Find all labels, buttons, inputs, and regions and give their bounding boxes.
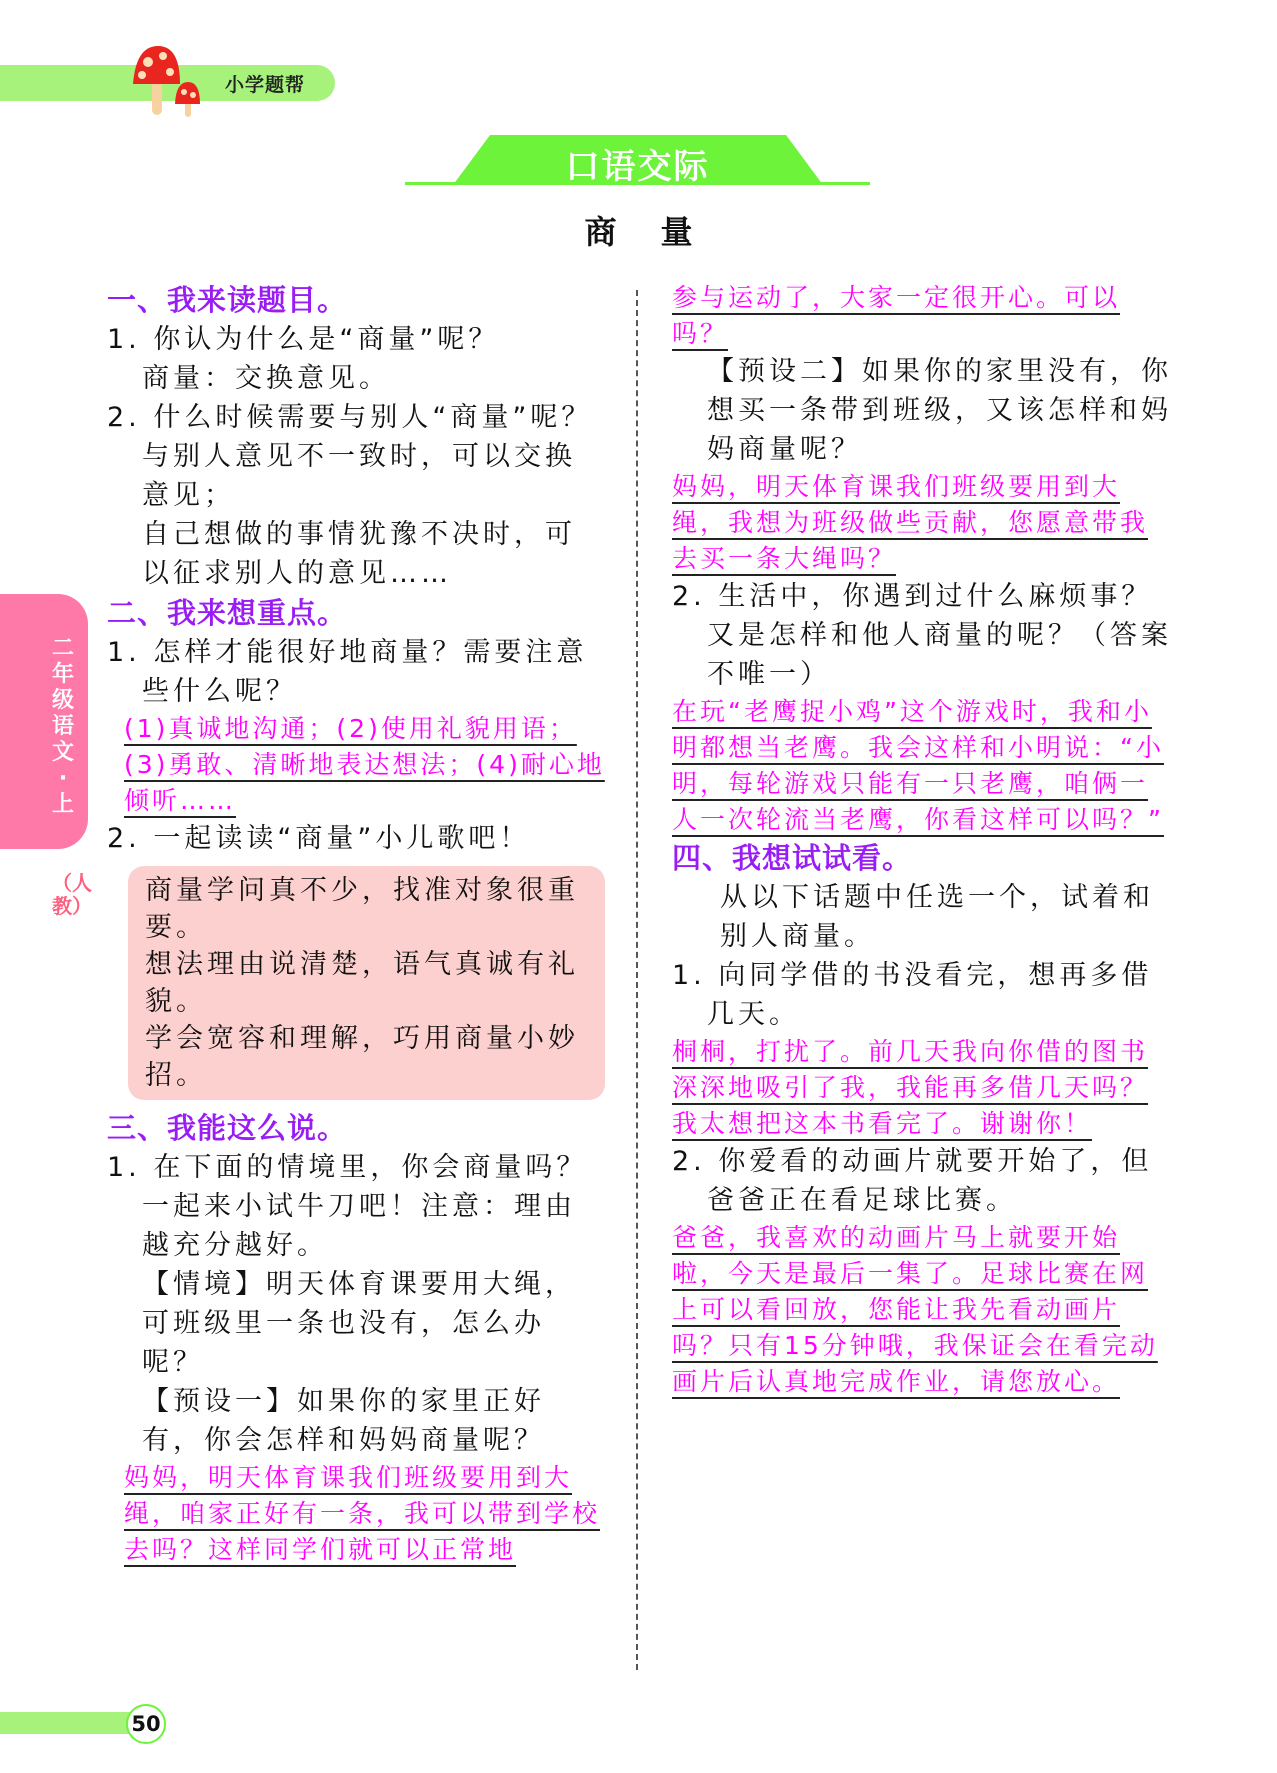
page-number: 50 [126,1704,166,1744]
footer-band [0,1712,135,1734]
question: 2. 生活中，你遇到过什么麻烦事？又是怎样和他人商量的呢？（答案不唯一） [672,581,1172,690]
column-divider [636,290,638,1670]
side-tab-label: 二年级语文·上 [51,636,74,817]
prompt-text: 自己想做的事情犹豫不决时，可以征求别人的意见…… [142,519,576,589]
left-column [107,280,605,1568]
prompt-text: 【预设二】如果你的家里没有，你想买一条带到班级，又该怎样和妈妈商量呢？ [707,356,1172,465]
answer-text: 妈妈，明天体育课我们班级要用到大绳，咱家正好有一条，我可以带到学校去吗？这样同学们就可以正常地 [124,1463,601,1564]
right-column [672,280,1172,1400]
rhyme-line: 想法理由说清楚，语气真诚有礼貌。 [145,949,579,1017]
question: 2. 什么时候需要与别人“商量”呢？ [107,402,593,433]
answer-text: 在玩“老鹰捉小鸡”这个游戏时，我和小明都想当老鹰。我会这样和小明说：“小明，每轮游戏只能有一只老鹰，咱俩一人一次轮流当老鹰，你看这样可以吗？” [672,697,1164,834]
answer-text: 参与运动了，大家一定很开心。可以吗？ [672,283,1121,348]
question: 1. 怎样才能很好地商量？需要注意些什么呢？ [107,637,588,707]
prompt-text: 【预设一】如果你的家里正好有，你会怎样和妈妈商量呢？ [142,1386,545,1456]
lesson-title-char: 量 [660,213,693,251]
answer-text: 爸爸，我喜欢的动画片马上就要开始啦，今天是最后一集了。足球比赛在网上可以看回放，您能让我先看动画片吗？只有15分钟哦，我保证会在看完动画片后认真地完成作业，请您放心。 [672,1223,1158,1396]
section-title-banner [405,135,870,185]
section-heading: 一、我来读题目。 [107,283,348,317]
answer-text: 妈妈，明天体育课我们班级要用到大绳，我想为班级做些贡献，您愿意带我去买一条大绳吗？ [672,472,1149,573]
question: 1. 你认为什么是“商量”呢？ [107,324,500,355]
question: 2. 一起读读“商量”小儿歌吧！ [107,823,531,854]
section-title: 口语交际 [565,147,710,187]
side-tab-edition: （人教） [52,871,92,918]
rhyme-line: 商量学问真不少，找准对象很重要。 [145,875,579,943]
prompt-text: 【情境】明天体育课要用大绳，可班级里一条也没有，怎么办呢？ [142,1269,576,1378]
rhyme-line: 学会宽容和理解，巧用商量小妙招。 [145,1023,579,1091]
lesson-title [0,212,1277,252]
brand-name: 小学题帮 [225,74,306,96]
mushroom-logo-icon [128,42,208,117]
prompt-text: 与别人意见不一致时，可以交换意见； [142,441,576,511]
question: 1. 在下面的情境里，你会商量吗？一起来小试牛刀吧！注意：理由越充分越好。 [107,1152,588,1261]
lesson-title-char: 商 [584,213,617,251]
rhyme-box [128,866,605,1100]
question: 1. 向同学借的书没看完，想再多借几天。 [672,960,1153,1030]
section-heading: 二、我来想重点。 [107,596,348,630]
prompt-text: 商量：交换意见。 [142,363,390,394]
answer-text: (1)真诚地沟通；(2)使用礼貌用语；(3)勇敢、清晰地表达想法；(4)耐心地倾听…… [124,714,605,815]
prompt-text: 从以下话题中任选一个，试着和别人商量。 [720,882,1154,952]
answer-text: 桐桐，打扰了。前几天我向你借的图书深深地吸引了我，我能再多借几天吗？我太想把这本书看完了。谢谢你！ [672,1037,1149,1138]
section-heading: 四、我想试试看。 [672,841,913,875]
section-heading: 三、我能这么说。 [107,1111,348,1145]
question: 2. 你爱看的动画片就要开始了，但爸爸正在看足球比赛。 [672,1146,1153,1216]
